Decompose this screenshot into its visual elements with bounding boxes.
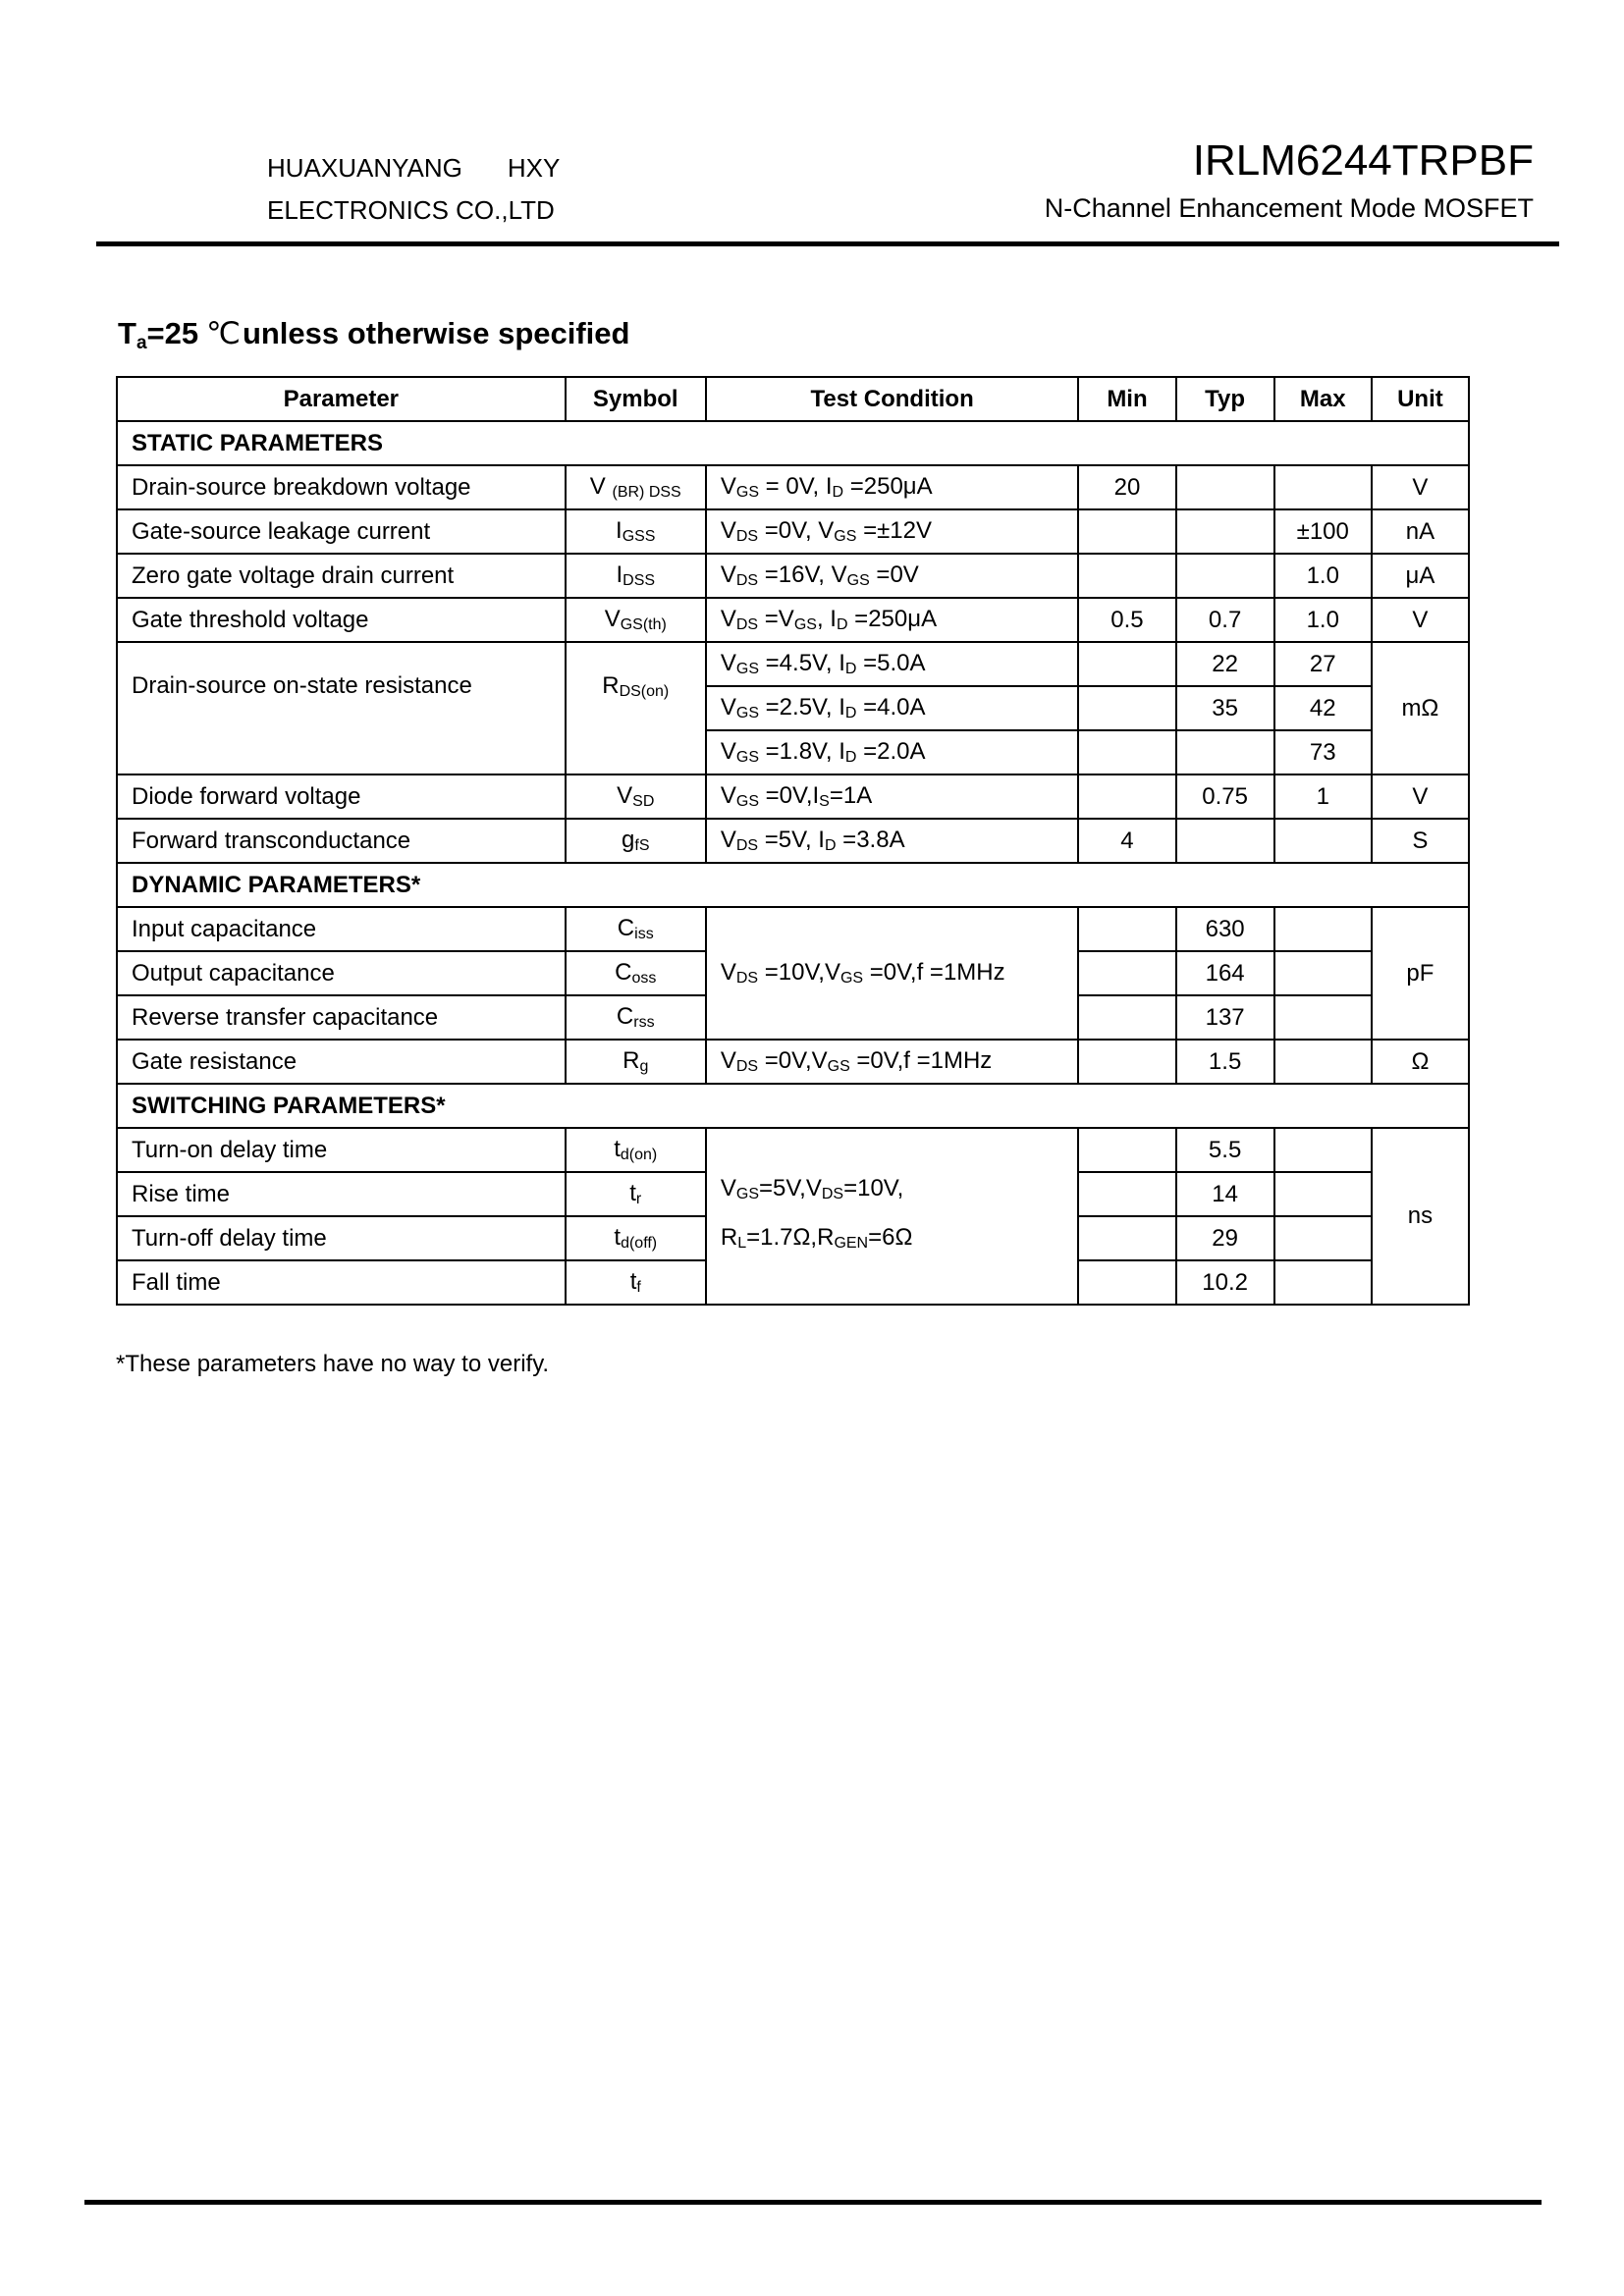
symbol-cell: RDS(on) [566, 642, 706, 774]
unit-cell: V [1372, 465, 1469, 509]
unit-cell: nA [1372, 509, 1469, 554]
max-cell: 1 [1274, 774, 1372, 819]
table-row [117, 1128, 1469, 1172]
max-cell: 42 [1274, 686, 1372, 730]
symbol-cell: IDSS [566, 554, 706, 598]
typ-cell: 164 [1176, 951, 1274, 995]
unit-cell: V [1372, 774, 1469, 819]
param-cell: Forward transconductance [117, 819, 566, 863]
symbol-cell: td(off) [566, 1216, 706, 1260]
typ-cell: 1.5 [1176, 1040, 1274, 1084]
min-cell [1078, 730, 1175, 774]
symbol-cell: IGSS [566, 509, 706, 554]
max-cell: 1.0 [1274, 554, 1372, 598]
max-cell [1274, 1216, 1372, 1260]
col-header-test-condition: Test Condition [706, 377, 1079, 421]
col-header-typ: Typ [1176, 377, 1274, 421]
switching-condition-line1: VGS=5V,VDS=10V, [720, 1175, 904, 1202]
unit-cell: mΩ [1372, 642, 1469, 774]
param-cell: Diode forward voltage [117, 774, 566, 819]
header-rule [96, 241, 1559, 246]
company-line2: ELECTRONICS CO.,LTD [267, 195, 555, 225]
min-cell [1078, 907, 1175, 951]
unit-cell: V [1372, 598, 1469, 642]
unit-cell: pF [1372, 907, 1469, 1040]
min-cell [1078, 1040, 1175, 1084]
symbol-cell: tf [566, 1260, 706, 1305]
param-cell: Drain-source breakdown voltage [117, 465, 566, 509]
section-title: SWITCHING PARAMETERS* [117, 1084, 1469, 1128]
company-name: HUAXUANYANG [267, 153, 462, 183]
unit-cell: ns [1372, 1128, 1469, 1305]
typ-cell [1176, 730, 1274, 774]
section-row-dynamic [117, 863, 1469, 907]
table-row [117, 509, 1469, 554]
table-header-row [117, 377, 1469, 421]
col-header-parameter: Parameter [117, 377, 566, 421]
max-cell [1274, 995, 1372, 1040]
symbol-cell: tr [566, 1172, 706, 1216]
part-number: IRLM6244TRPBF [1192, 136, 1534, 185]
condition-cell: VDS =0V, VGS =±12V [706, 509, 1079, 554]
param-cell: Output capacitance [117, 951, 566, 995]
spec-table [116, 376, 1470, 1306]
min-cell: 20 [1078, 465, 1175, 509]
max-cell: ±100 [1274, 509, 1372, 554]
min-cell [1078, 554, 1175, 598]
condition-cell [706, 1128, 1079, 1305]
typ-cell: 29 [1176, 1216, 1274, 1260]
typ-cell: 5.5 [1176, 1128, 1274, 1172]
typ-cell: 14 [1176, 1172, 1274, 1216]
col-header-symbol: Symbol [566, 377, 706, 421]
condition-cell: VGS = 0V, ID =250μA [706, 465, 1079, 509]
max-cell [1274, 465, 1372, 509]
param-cell: Drain-source on-state resistance [117, 642, 566, 774]
param-cell: Gate-source leakage current [117, 509, 566, 554]
condition-cell: VGS =4.5V, ID =5.0A [706, 642, 1079, 686]
typ-cell: 10.2 [1176, 1260, 1274, 1305]
section-title: STATIC PARAMETERS [117, 421, 1469, 465]
condition-cell: VDS =10V,VGS =0V,f =1MHz [706, 907, 1079, 1040]
company-line1 [267, 147, 560, 189]
table-row [117, 598, 1469, 642]
typ-cell: 0.75 [1176, 774, 1274, 819]
symbol-cell: gfS [566, 819, 706, 863]
symbol-cell: VGS(th) [566, 598, 706, 642]
param-cell: Turn-on delay time [117, 1128, 566, 1172]
company-abbr: HXY [507, 153, 561, 183]
table-row [117, 1040, 1469, 1084]
min-cell [1078, 995, 1175, 1040]
table-row [117, 465, 1469, 509]
section-title: DYNAMIC PARAMETERS* [117, 863, 1469, 907]
typ-cell: 35 [1176, 686, 1274, 730]
condition-cell: VGS =0V,IS=1A [706, 774, 1079, 819]
max-cell: 73 [1274, 730, 1372, 774]
symbol-cell: VSD [566, 774, 706, 819]
part-block [1045, 132, 1534, 226]
typ-cell [1176, 819, 1274, 863]
min-cell [1078, 1128, 1175, 1172]
min-cell [1078, 951, 1175, 995]
max-cell [1274, 819, 1372, 863]
symbol-cell: td(on) [566, 1128, 706, 1172]
col-header-unit: Unit [1372, 377, 1469, 421]
condition-cell: VDS =0V,VGS =0V,f =1MHz [706, 1040, 1079, 1084]
min-cell [1078, 686, 1175, 730]
min-cell: 0.5 [1078, 598, 1175, 642]
typ-cell: 630 [1176, 907, 1274, 951]
param-cell: Reverse transfer capacitance [117, 995, 566, 1040]
min-cell [1078, 509, 1175, 554]
max-cell: 27 [1274, 642, 1372, 686]
symbol-cell: V (BR) DSS [566, 465, 706, 509]
table-row [117, 907, 1469, 951]
max-cell [1274, 1172, 1372, 1216]
unit-cell: S [1372, 819, 1469, 863]
condition-cell: VGS =1.8V, ID =2.0A [706, 730, 1079, 774]
symbol-cell: Coss [566, 951, 706, 995]
param-cell: Turn-off delay time [117, 1216, 566, 1260]
param-cell: Gate threshold voltage [117, 598, 566, 642]
unit-cell: μA [1372, 554, 1469, 598]
table-row [117, 554, 1469, 598]
min-cell [1078, 1216, 1175, 1260]
min-cell [1078, 1260, 1175, 1305]
condition-cell: VDS =5V, ID =3.8A [706, 819, 1079, 863]
section-row-switching [117, 1084, 1469, 1128]
unit-cell: Ω [1372, 1040, 1469, 1084]
typ-cell [1176, 465, 1274, 509]
param-cell: Fall time [117, 1260, 566, 1305]
param-cell: Rise time [117, 1172, 566, 1216]
temperature-condition: $T_a=25$ ℃unless otherwise specified [118, 316, 630, 353]
max-cell: 1.0 [1274, 598, 1372, 642]
symbol-cell: Crss [566, 995, 706, 1040]
condition-cell: VDS =16V, VGS =0V [706, 554, 1079, 598]
min-cell [1078, 1172, 1175, 1216]
min-cell: 4 [1078, 819, 1175, 863]
table-row [117, 774, 1469, 819]
company-block [267, 147, 560, 232]
min-cell [1078, 642, 1175, 686]
symbol-cell: Rg [566, 1040, 706, 1084]
footer-rule [84, 2200, 1542, 2205]
typ-cell: 137 [1176, 995, 1274, 1040]
param-cell: Input capacitance [117, 907, 566, 951]
param-cell: Zero gate voltage drain current [117, 554, 566, 598]
switching-condition-line2: RL=1.7Ω,RGEN=6Ω [720, 1224, 913, 1252]
max-cell [1274, 1260, 1372, 1305]
max-cell [1274, 1040, 1372, 1084]
table-row [117, 819, 1469, 863]
max-cell [1274, 1128, 1372, 1172]
part-subtitle: N-Channel Enhancement Mode MOSFET [1044, 193, 1534, 223]
param-cell: Gate resistance [117, 1040, 566, 1084]
col-header-max: Max [1274, 377, 1372, 421]
max-cell [1274, 907, 1372, 951]
typ-cell: 0.7 [1176, 598, 1274, 642]
table-row [117, 642, 1469, 686]
typ-cell: 22 [1176, 642, 1274, 686]
section-row-static [117, 421, 1469, 465]
condition-cell: VDS =VGS, ID =250μA [706, 598, 1079, 642]
condition-cell: VGS =2.5V, ID =4.0A [706, 686, 1079, 730]
typ-cell [1176, 509, 1274, 554]
symbol-cell: Ciss [566, 907, 706, 951]
typ-cell [1176, 554, 1274, 598]
max-cell [1274, 951, 1372, 995]
col-header-min: Min [1078, 377, 1175, 421]
min-cell [1078, 774, 1175, 819]
footnote: *These parameters have no way to verify. [116, 1351, 550, 1377]
